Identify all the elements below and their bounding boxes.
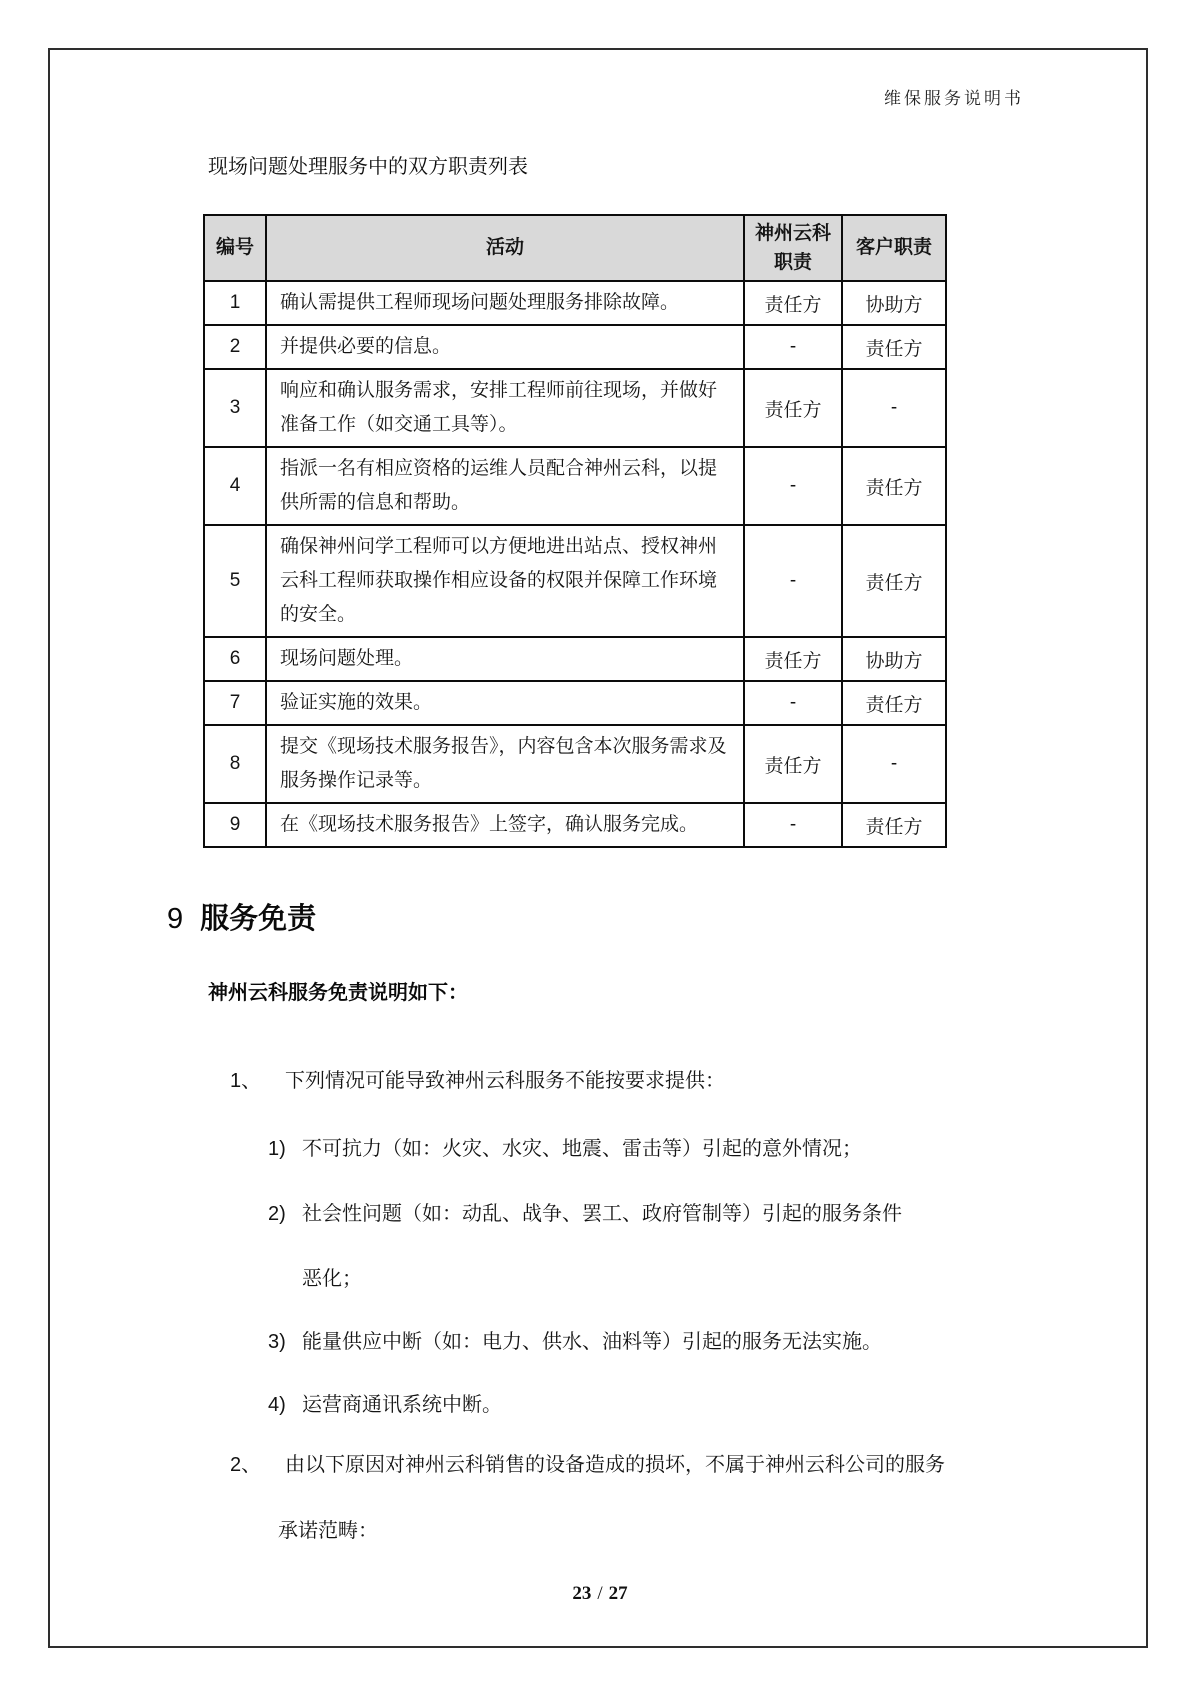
list-marker: 2、	[230, 1454, 262, 1476]
row-number: 1	[204, 281, 266, 325]
row-customer-role: 责任方	[842, 525, 946, 637]
column-header-number: 编号	[204, 215, 266, 281]
responsibility-table	[203, 214, 947, 848]
row-vendor-role: 责任方	[744, 637, 842, 681]
row-vendor-role: 责任方	[744, 281, 842, 325]
row-customer-role: 责任方	[842, 681, 946, 725]
disclaimer-subitem-1	[268, 1132, 862, 1161]
table-row	[204, 525, 946, 637]
disclaimer-item-2	[230, 1448, 945, 1477]
row-customer-role: -	[842, 725, 946, 803]
row-number: 5	[204, 525, 266, 637]
row-activity: 在《现场技术服务报告》上签字，确认服务完成。	[266, 803, 744, 847]
document-header-title: 维保服务说明书	[884, 89, 1024, 108]
table-row	[204, 725, 946, 803]
row-activity: 确保神州问学工程师可以方便地进出站点、授权神州云科工程师获取操作相应设备的权限并保障工作环境的安全。	[266, 525, 744, 637]
list-marker: 4)	[268, 1394, 286, 1416]
list-text: 不可抗力（如：火灾、水灾、地震、雷击等）引起的意外情况；	[302, 1138, 862, 1160]
row-activity: 并提供必要的信息。	[266, 325, 744, 369]
row-number: 9	[204, 803, 266, 847]
list-marker: 2)	[268, 1203, 286, 1225]
row-customer-role: -	[842, 369, 946, 447]
row-activity: 指派一名有相应资格的运维人员配合神州云科，以提供所需的信息和帮助。	[266, 447, 744, 525]
row-vendor-role: -	[744, 325, 842, 369]
list-marker: 3)	[268, 1331, 286, 1353]
disclaimer-subitem-4	[268, 1388, 502, 1417]
table-row	[204, 637, 946, 681]
row-activity: 提交《现场技术服务报告》，内容包含本次服务需求及服务操作记录等。	[266, 725, 744, 803]
list-marker: 1)	[268, 1138, 286, 1160]
row-customer-role: 协助方	[842, 281, 946, 325]
row-vendor-role: -	[744, 447, 842, 525]
table-header-row	[204, 215, 946, 281]
row-customer-role: 责任方	[842, 447, 946, 525]
list-text: 下列情况可能导致神州云科服务不能按要求提供：	[285, 1070, 725, 1092]
row-number: 7	[204, 681, 266, 725]
section-heading	[167, 896, 316, 937]
row-vendor-role: -	[744, 525, 842, 637]
section-title: 服务免责	[200, 903, 317, 935]
row-number: 2	[204, 325, 266, 369]
section-number: 9	[167, 903, 184, 935]
row-vendor-role: 责任方	[744, 725, 842, 803]
row-vendor-role: 责任方	[744, 369, 842, 447]
row-customer-role: 协助方	[842, 637, 946, 681]
table-row	[204, 681, 946, 725]
row-customer-role: 责任方	[842, 325, 946, 369]
row-activity: 确认需提供工程师现场问题处理服务排除故障。	[266, 281, 744, 325]
column-header-customer: 客户职责	[842, 215, 946, 281]
table-row	[204, 447, 946, 525]
disclaimer-subitem-2	[268, 1197, 902, 1226]
table-row	[204, 803, 946, 847]
row-activity: 验证实施的效果。	[266, 681, 744, 725]
row-vendor-role: -	[744, 681, 842, 725]
row-activity: 现场问题处理。	[266, 637, 744, 681]
disclaimer-subitem-3	[268, 1325, 882, 1354]
disclaimer-subitem-2-continued: 恶化；	[302, 1268, 362, 1290]
column-header-activity: 活动	[266, 215, 744, 281]
table-row	[204, 281, 946, 325]
row-number: 6	[204, 637, 266, 681]
row-activity: 响应和确认服务需求，安排工程师前往现场，并做好准备工作（如交通工具等）。	[266, 369, 744, 447]
list-text: 社会性问题（如：动乱、战争、罢工、政府管制等）引起的服务条件	[302, 1203, 902, 1225]
disclaimer-item-2-continued: 承诺范畴：	[278, 1520, 378, 1542]
list-text: 运营商通讯系统中断。	[302, 1394, 502, 1416]
disclaimer-intro: 神州云科服务免责说明如下：	[208, 982, 468, 1004]
disclaimer-item-1	[230, 1064, 725, 1093]
column-header-vendor-line2: 职责	[773, 252, 812, 273]
column-header-vendor	[744, 215, 842, 281]
total-page-number: 27	[608, 1583, 628, 1604]
list-text: 由以下原因对神州云科销售的设备造成的损坏，不属于神州云科公司的服务	[285, 1454, 945, 1476]
table-row	[204, 369, 946, 447]
row-customer-role: 责任方	[842, 803, 946, 847]
row-number: 4	[204, 447, 266, 525]
list-text: 能量供应中断（如：电力、供水、油料等）引起的服务无法实施。	[302, 1331, 882, 1353]
current-page-number: 23	[572, 1583, 592, 1604]
page-number-separator: /	[597, 1583, 603, 1604]
column-header-vendor-line1: 神州云科	[754, 222, 831, 244]
row-vendor-role: -	[744, 803, 842, 847]
page-number-footer	[0, 1583, 1200, 1605]
row-number: 3	[204, 369, 266, 447]
list-marker: 1、	[230, 1070, 262, 1092]
row-number: 8	[204, 725, 266, 803]
table-caption: 现场问题处理服务中的双方职责列表	[208, 156, 528, 178]
table-row	[204, 325, 946, 369]
